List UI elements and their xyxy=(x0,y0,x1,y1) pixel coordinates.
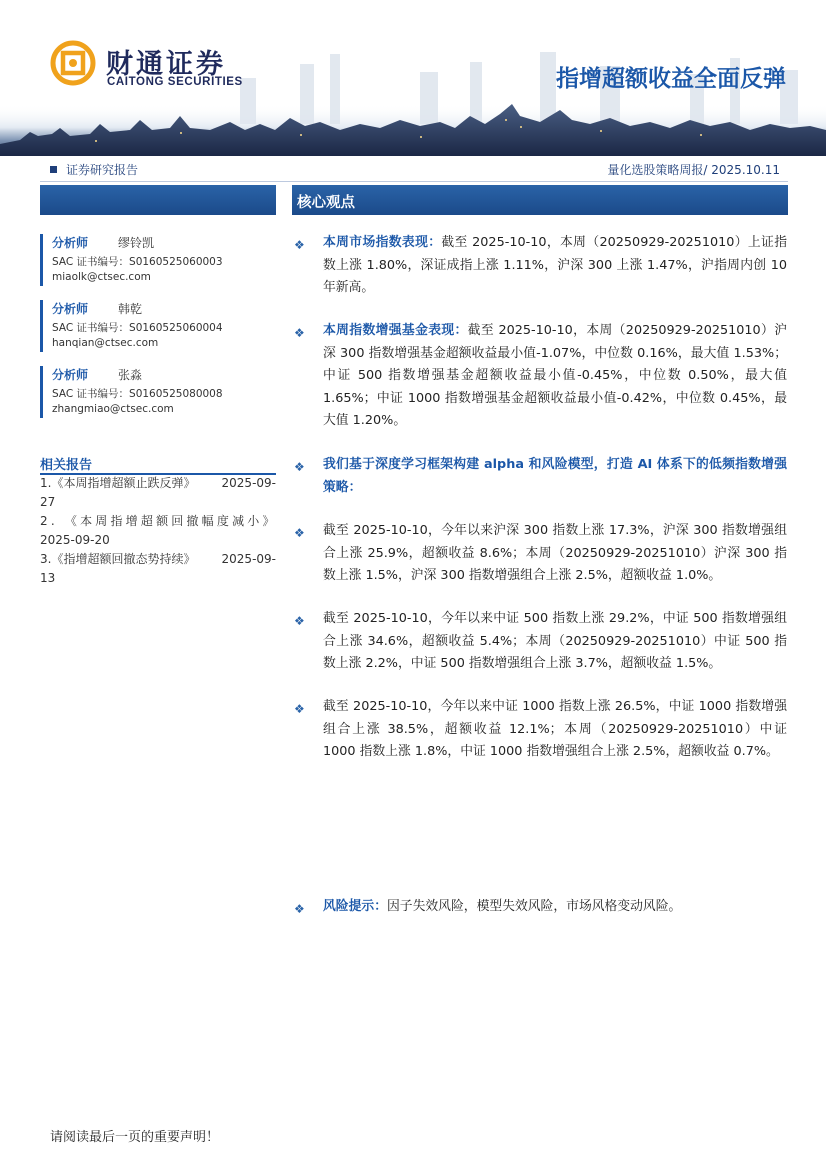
market-index-paragraph: 本周市场指数表现：截至 2025-10-10，本周（20250929-20251010）上证指数上涨 1.80%，深证成指上涨 1.11%，沪深 300 上涨 1.47%，沪指周内创 10 年新高。 xyxy=(323,235,788,296)
core-views-header xyxy=(292,185,788,215)
related-report-link[interactable]: 1.《本周指增超额止跌反弹》 2025-09- 27 xyxy=(40,476,276,509)
diamond-bullet-icon: ❖ xyxy=(294,702,305,716)
analyst-role: 分析师 xyxy=(52,236,89,250)
doc-type-label: 证券研究报告 xyxy=(50,161,138,178)
header-divider xyxy=(40,181,788,182)
analyst-email[interactable]: zhangmiao@ctsec.com xyxy=(52,403,174,415)
diamond-bullet-icon: ❖ xyxy=(294,526,305,540)
disclaimer-footer: 请阅读最后一页的重要声明！ xyxy=(50,1130,220,1145)
analyst-name: 韩乾 xyxy=(118,302,143,316)
enhanced-fund-paragraph: 本周指数增强基金表现：截至 2025-10-10，本周（20250929-20251010）沪深 300 指数增强基金超额收益最小值-1.07%，中位数 0.16%，最大值 1.53%；中证 500 指数增强基金超额收益最小值-0.45%，中位数 0.50%，最大值 1.65%；中证 1000 指数增强基金超额收益最小值-0.42%，中位数 0.45%，最大值 1.20%。 xyxy=(323,323,788,429)
diamond-bullet-icon: ❖ xyxy=(294,238,305,252)
analyst-role: 分析师 xyxy=(52,368,89,382)
logo-english-name: CAITONG SECURITIES xyxy=(107,76,243,88)
core-views-title: 核心观点 xyxy=(297,195,355,211)
analyst-email[interactable]: miaolk@ctsec.com xyxy=(52,271,151,283)
analyst-accent-bar xyxy=(40,234,43,286)
logo-chinese-name: 财通证券 xyxy=(106,49,226,80)
related-report-link[interactable]: 2. 《本周指增超额回撤幅度减小》 2025-09-20 xyxy=(40,514,278,547)
analyst-sac: SAC 证书编号：S0160525080008 xyxy=(52,388,223,400)
report-title: 指增超额收益全面反弹 xyxy=(556,66,786,92)
hs300-result-paragraph: 截至 2025-10-10，今年以来沪深 300 指数上涨 17.3%，沪深 300 指数增强组合上涨 25.9%，超额收益 8.6%；本周（20250929-20251010）沪深 300 指数上涨 1.5%，沪深 300 指数增强组合上涨 2.5%，超额收益 1.0%。 xyxy=(323,523,787,584)
related-reports-title: 相关报告 xyxy=(40,458,93,473)
diamond-bullet-icon: ❖ xyxy=(294,614,305,628)
analyst-accent-bar xyxy=(40,300,43,352)
related-report-link[interactable]: 3.《指增超额回撤态势持续》 2025-09- 13 xyxy=(40,552,276,585)
analyst-sac: SAC 证书编号：S0160525060004 xyxy=(52,322,223,334)
company-logo xyxy=(50,40,250,92)
diamond-bullet-icon: ❖ xyxy=(294,460,305,474)
analyst-name: 张淼 xyxy=(118,368,143,382)
analyst-accent-bar xyxy=(40,366,43,418)
risk-warning-paragraph: 风险提示：因子失效风险，模型失效风险，市场风格变动风险。 xyxy=(323,899,682,914)
analyst-name: 缪铃凯 xyxy=(118,236,155,250)
series-date-label: 量化选股策略周报/ 2025.10.11 xyxy=(607,163,780,177)
diamond-bullet-icon: ❖ xyxy=(294,326,305,340)
analyst-sac: SAC 证书编号：S0160525060003 xyxy=(52,256,223,268)
strategy-heading: 我们基于深度学习框架构建 alpha 和风险模型，打造 AI 体系下的低频指数增强策略： xyxy=(323,457,787,495)
zz1000-result-paragraph: 截至 2025-10-10，今年以来中证 1000 指数上涨 26.5%，中证 1000 指数增强组合上涨 38.5%，超额收益 12.1%；本周（20250929-20251010）中证 1000 指数上涨 1.8%，中证 1000 指数增强组合上涨 2.5%，超额收益 0.7%。 xyxy=(323,699,787,760)
left-column-bar xyxy=(40,185,276,215)
analyst-role: 分析师 xyxy=(52,302,89,316)
zz500-result-paragraph: 截至 2025-10-10，今年以来中证 500 指数上涨 29.2%，中证 500 指数增强组合上涨 34.6%，超额收益 5.4%；本周（20250929-20251010）中证 500 指数上涨 2.2%，中证 500 指数增强组合上涨 3.7%，超额收益 1.5%。 xyxy=(323,611,787,672)
diamond-bullet-icon: ❖ xyxy=(294,902,305,916)
caitong-logo-icon xyxy=(50,40,96,86)
square-bullet-icon xyxy=(50,166,57,173)
analyst-email[interactable]: hanqian@ctsec.com xyxy=(52,337,159,349)
